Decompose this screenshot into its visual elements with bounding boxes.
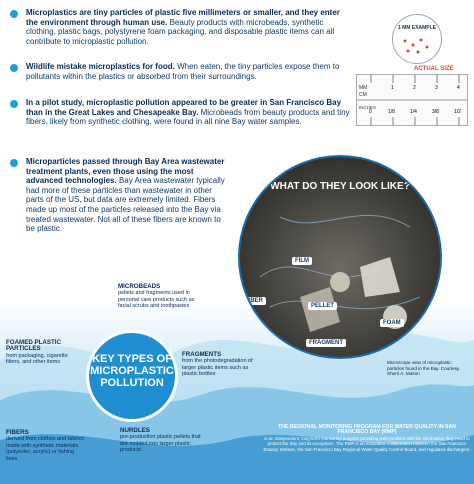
microscope-photo: [238, 155, 442, 359]
tick-label: 1/8: [388, 109, 395, 115]
type-microbeads: [118, 284, 208, 310]
footer-title: THE REGIONAL MONITORING PROGRAM FOR WATER QUALITY IN SAN FRANCISCO BAY (RMP): [277, 424, 456, 436]
inches-label: INCHES: [359, 105, 377, 110]
bullet-heading: Wildlife mistake microplastics for food.: [26, 62, 175, 71]
type-name: FIBERS: [6, 429, 29, 436]
type-name: MICROBEADS: [118, 283, 161, 290]
photo-caption: Microscope view of microplastic particles found in the Bay. Courtesy Sherri A. Mason: [387, 360, 460, 377]
type-desc: derived from clothes and fabrics made with synthetic materials (polyester, acrylic) or fishing lines: [6, 436, 84, 462]
actual-size-label: ACTUAL SIZE: [414, 66, 454, 72]
footer-body: is an independent, long-term monitoring program providing policymakers with the information they need to protect the Bay and its ecosystem. The RMP is an innovative collaboration between the San Francisco Estuary Institute, the San Francisco Bay Regional Water Quality Control Board, and regulated dischargers.: [263, 435, 471, 452]
bullet-dot-icon: [10, 10, 18, 18]
tick-label: 3/8: [432, 109, 439, 115]
type-name: FOAMED PLASTIC PARTICLES: [6, 339, 61, 353]
bullet-dot-icon: [10, 159, 18, 167]
tick-label: 4: [457, 85, 460, 91]
type-name: NURDLES: [120, 427, 150, 434]
tag-fragment: FRAGMENT: [306, 339, 346, 347]
bullet-body: Microbeads from beauty products and tiny fibers, likely from synthetic clothing, were found in all nine Bay water samples.: [26, 107, 350, 127]
bullet-body: When eaten, the tiny particles expose them to pollutants within the plastics or absorbed from their surroundings.: [26, 62, 340, 81]
type-desc: pellets and fragments used in personal care products such as facial scrubs and toothpastes: [118, 290, 195, 310]
cm-label: CM: [359, 92, 367, 98]
tick-label: 0: [369, 109, 372, 115]
bullet-heading: In a pilot study, microplastic pollution appeared to be greater in San Francisco Bay than in the Great Lakes and Chesapeake Bay.: [26, 98, 342, 117]
tick-label: 1/2: [454, 109, 461, 115]
ruler-ticks: [357, 75, 467, 125]
type-fibers: [6, 430, 86, 462]
bullet-1: [10, 8, 350, 46]
bullet-heading: Microplastics are tiny particles of plastic five millimeters or smaller, and they enter the environment through human use.: [26, 8, 340, 27]
tag-film: FILM: [292, 257, 312, 265]
type-name: FRAGMENTS: [182, 351, 222, 358]
one-mm-example: [392, 14, 442, 64]
type-foamed: [6, 340, 80, 366]
bullet-dot-icon: [10, 100, 18, 108]
type-fragments: [182, 352, 254, 378]
type-nurdles: [120, 428, 208, 454]
bullet-3: [10, 98, 350, 127]
bullet-body: Beauty products with microbeads, synthetic clothing, plastic bags, polystyrene foam packaging, and disposable plastic items can all contribute to microplastic pollution.: [26, 17, 335, 46]
type-desc: from the photodegradation of larger plastic items such as plastic bottles: [182, 358, 253, 378]
bullet-body: Bay Area wastewater typically had more of these particles than wastewater in other parts of the US, but data are extremely limited. Fibers made up most of the particles released into the Bay via treated wastewater. Not all of these fibers are known to be plastic.: [26, 176, 225, 234]
example-label: 1 MM EXAMPLE: [397, 25, 437, 31]
key-types-circle: [86, 330, 178, 422]
ruler: [356, 74, 468, 126]
key-title: KEY TYPES OF MICROPLASTIC POLLUTION: [90, 353, 174, 389]
mm-label: MM: [359, 85, 368, 91]
tag-fiber: FIBER: [242, 297, 266, 305]
bullet-dot-icon: [10, 64, 18, 72]
bullet-heading: Microparticles passed through Bay Area wastewater treatment plants, even those using the most advanced technologies.: [26, 157, 225, 186]
photo-question: WHAT DO THEY LOOK LIKE?: [270, 181, 410, 192]
type-desc: from packaging, cigarette filters, and other items: [6, 352, 68, 366]
scale-reference: [352, 8, 468, 126]
rmp-footer: [262, 425, 472, 452]
tick-label: 1: [391, 85, 394, 91]
tick-label: 3: [435, 85, 438, 91]
tag-foam: FOAM: [380, 319, 404, 327]
tag-pellet: PELLET: [308, 302, 337, 310]
tick-label: 2: [413, 85, 416, 91]
tick-label: 1/4: [410, 109, 417, 115]
type-desc: pre-production plastic pellets that are molded into larger plastic products: [120, 434, 201, 454]
particles-icon: [401, 37, 433, 57]
bullet-2: [10, 62, 350, 81]
bullet-4: [10, 157, 230, 234]
